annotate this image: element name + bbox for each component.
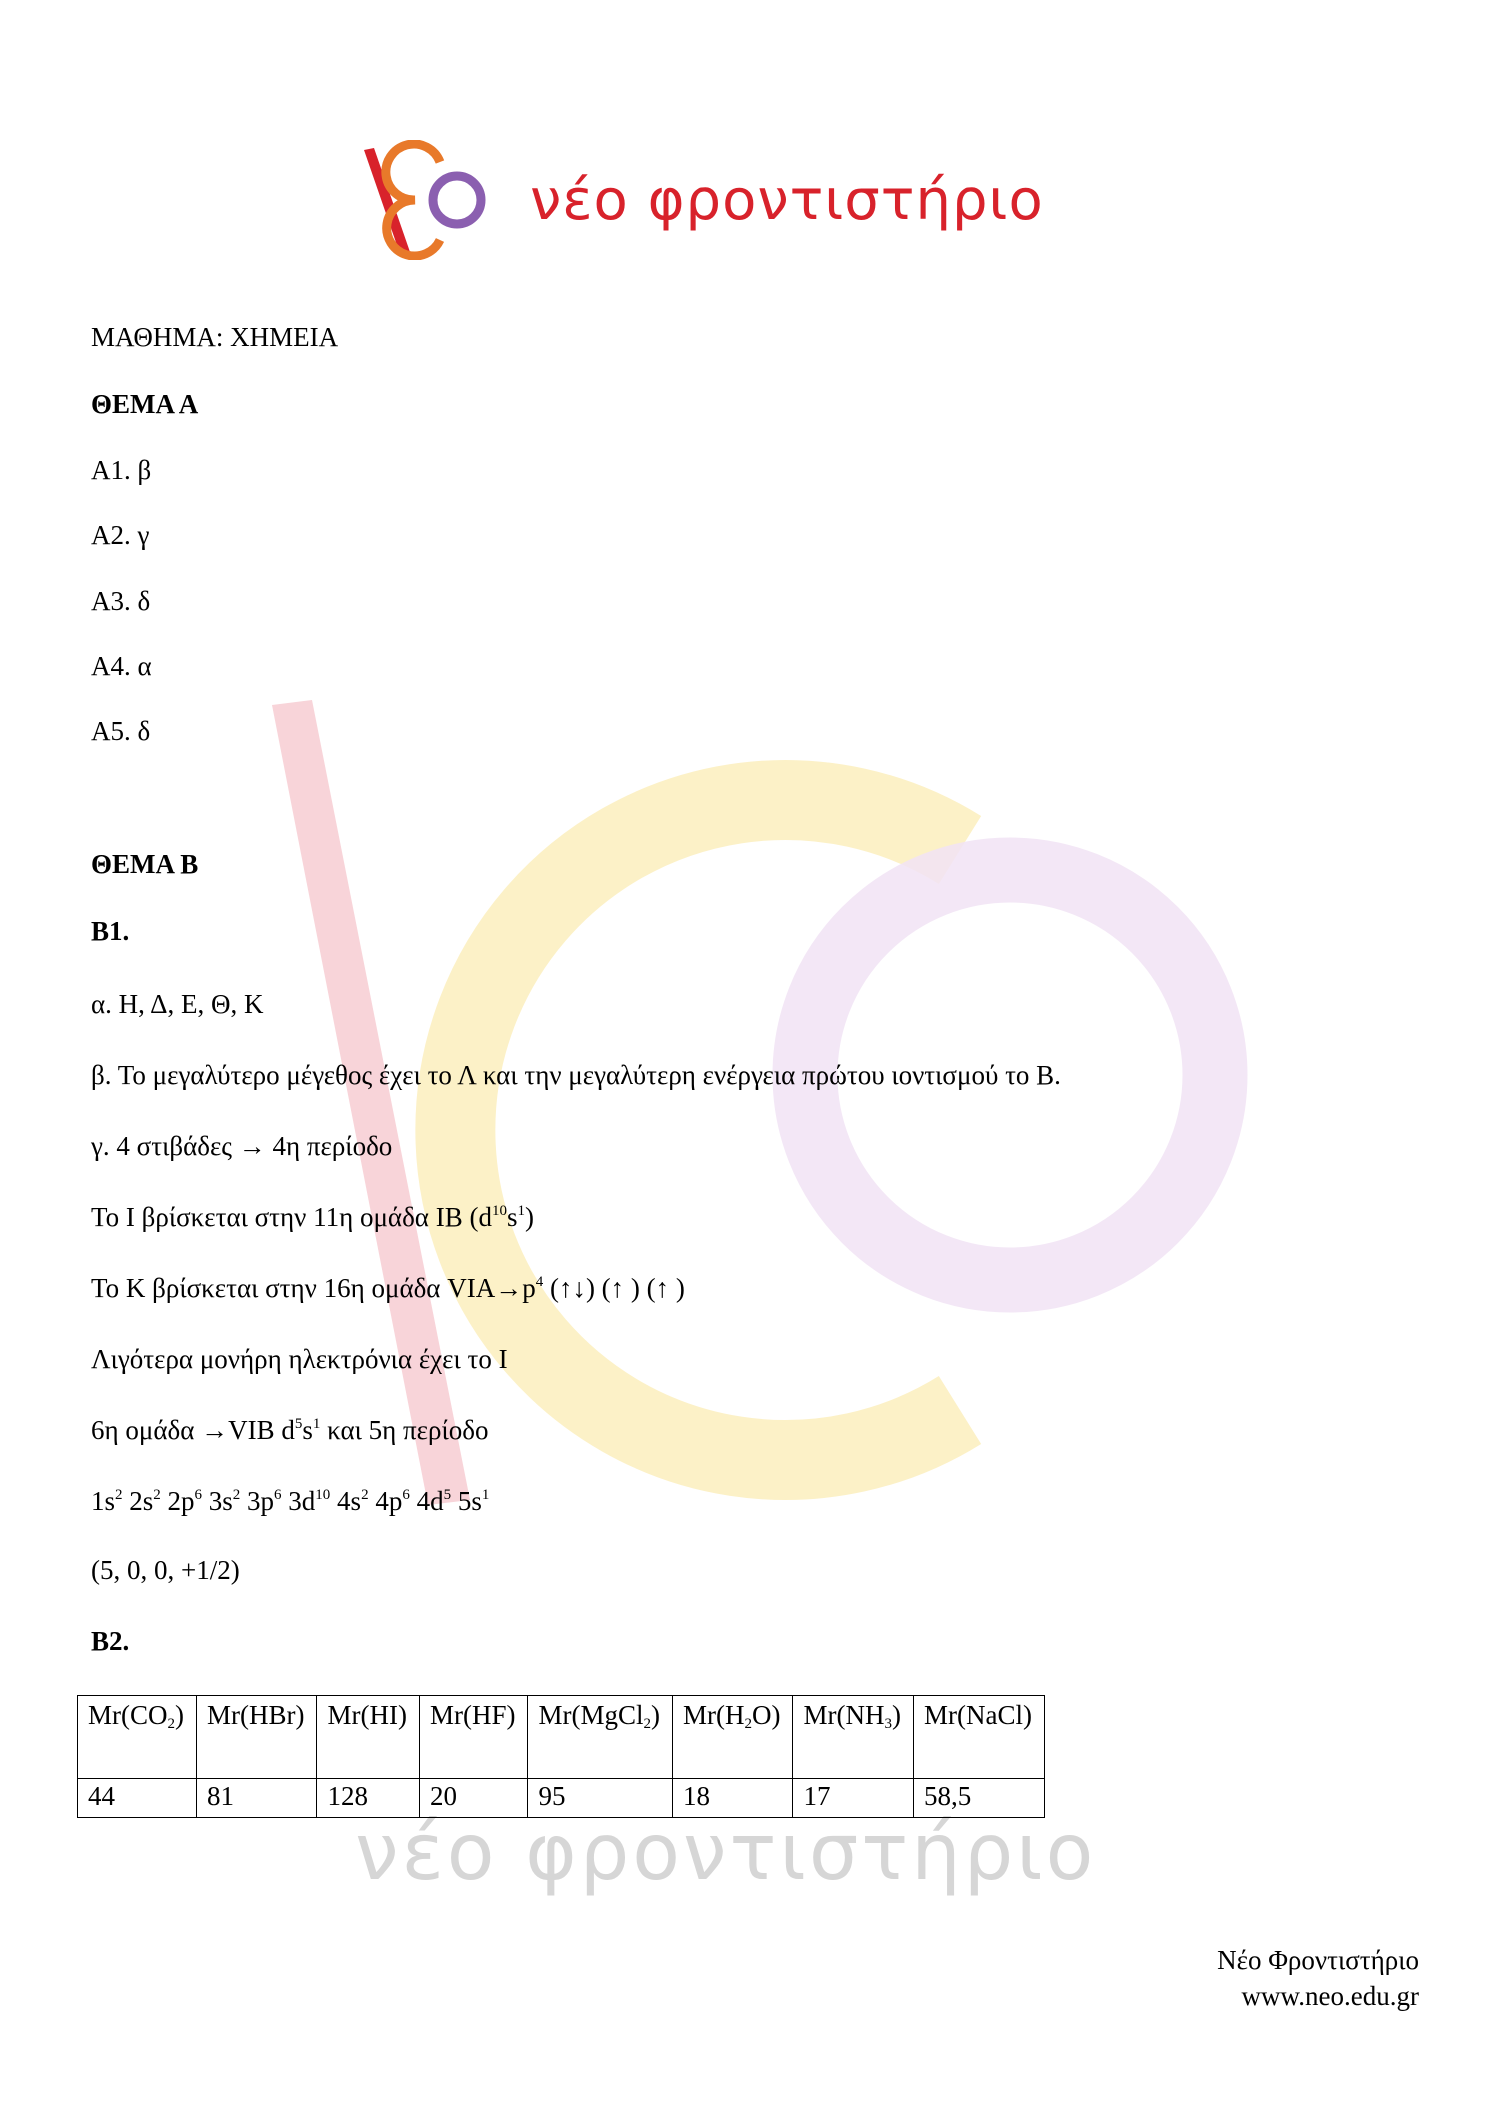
orbital-electrons: 6 xyxy=(402,1487,410,1503)
orbital-electrons: 2 xyxy=(232,1487,241,1503)
b1-element-i: Το Ι βρίσκεται στην 11η ομάδα ΙΒ $(d^{10}s^1)$ xyxy=(91,1202,534,1232)
answer-a1: Α1. β xyxy=(91,455,152,485)
b1-group6: 6η ομάδα →VIB $d^5s^1$ και 5η περίοδο xyxy=(91,1415,489,1445)
b1-a: α. Η, Δ, Ε, Θ, Κ xyxy=(91,989,264,1019)
header-text: Mr(H xyxy=(682,1700,745,1730)
orbital-electrons: 6 xyxy=(194,1487,203,1503)
table-header-cell xyxy=(78,1696,197,1779)
orbital-electrons: 2 xyxy=(361,1487,369,1503)
table-header-cell xyxy=(913,1696,1044,1779)
orbital-term: 3s xyxy=(208,1486,233,1516)
orbital-electrons: 2 xyxy=(153,1487,161,1503)
table-value-cell: 58,5 xyxy=(913,1779,1044,1818)
section-a-title: ΘΕΜΑ Α xyxy=(91,389,199,419)
answer-a3: Α3. δ xyxy=(91,586,151,616)
table-value-cell: 20 xyxy=(419,1779,528,1818)
b1-element-k: Το Κ βρίσκεται στην 16η ομάδα $VIA\to p^4$ (↑↓) (↑ ) (↑ ) xyxy=(91,1273,685,1303)
table-value-cell: 128 xyxy=(317,1779,419,1818)
header-text: Mr(CO xyxy=(88,1700,168,1730)
header-text: ) xyxy=(175,1700,184,1730)
table-header-cell xyxy=(793,1696,914,1779)
table-value-row xyxy=(78,1779,1045,1818)
orbital-electrons: 6 xyxy=(274,1487,282,1503)
orbital-electrons: 10 xyxy=(315,1487,331,1503)
footer-name: Νέο Φροντιστήριο xyxy=(1217,1945,1419,1975)
subscript: 2 xyxy=(744,1716,752,1732)
table-header-cell xyxy=(419,1696,528,1779)
table-header-cell xyxy=(317,1696,419,1779)
orbital-term: 3p xyxy=(247,1486,275,1516)
orbital-term: 3d xyxy=(288,1486,316,1516)
orbital-term: 4p xyxy=(375,1486,403,1516)
subscript: 2 xyxy=(167,1716,175,1732)
header-text: Mr(NaCl) xyxy=(923,1700,1032,1730)
table-header-cell xyxy=(528,1696,673,1779)
header-text: ) xyxy=(891,1700,901,1730)
subscript: 3 xyxy=(884,1716,892,1732)
orbital-term: 2s xyxy=(129,1486,154,1516)
table-header-row xyxy=(78,1696,1045,1779)
b1-b: β. Το μεγαλύτερο μέγεθος έχει το Λ και την μεγαλύτερη ενέργεια πρώτου ιοντισμού το Β. xyxy=(91,1060,1061,1090)
molar-mass-table xyxy=(77,1695,1045,1818)
orbital-term: 1s xyxy=(91,1486,116,1516)
table-value-cell: 17 xyxy=(793,1779,914,1818)
logo-text: νέο φροντιστήριο xyxy=(530,168,1044,233)
b1-title: Β1. xyxy=(91,916,130,946)
b1-g: γ. 4 στιβάδες → 4η περίοδο xyxy=(91,1131,393,1161)
section-b-title: ΘΕΜΑ Β xyxy=(91,849,199,879)
header-text: Mr(HBr) xyxy=(207,1700,305,1730)
subject-line: ΜΑΘΗΜΑ: ΧΗΜΕΙΑ xyxy=(91,322,339,352)
orbital-term: 4d xyxy=(416,1486,444,1516)
header-text: Mr(NH xyxy=(803,1700,885,1730)
header-text: O) xyxy=(751,1700,781,1730)
watermark-text: νέο φροντιστήριο xyxy=(355,1808,1097,1898)
orbital-electrons: 5 xyxy=(443,1487,452,1503)
header-text: Mr(HI) xyxy=(327,1700,407,1730)
table-value-cell: 18 xyxy=(672,1779,793,1818)
table-value-cell: 81 xyxy=(197,1779,317,1818)
b1-fewer-unpaired: Λιγότερα μονήρη ηλεκτρόνια έχει το Ι xyxy=(91,1344,508,1374)
answer-a2: Α2. γ xyxy=(91,520,150,550)
subscript: 2 xyxy=(643,1716,651,1732)
orbital-electrons: 2 xyxy=(115,1487,123,1503)
table-header-cell xyxy=(672,1696,793,1779)
header-text: ) xyxy=(650,1700,660,1730)
answer-a4: Α4. α xyxy=(91,651,152,681)
b1-quantum-numbers: (5, 0, 0, +1/2) xyxy=(91,1555,240,1585)
orbital-term: 4s xyxy=(337,1486,362,1516)
logo-mark xyxy=(360,140,530,260)
orbital-term: 2p xyxy=(167,1486,195,1516)
b1-electron-config xyxy=(91,1486,489,1517)
table-value-cell: 95 xyxy=(528,1779,673,1818)
b2-title: Β2. xyxy=(91,1626,130,1656)
orbital-electrons: 1 xyxy=(481,1487,490,1503)
footer-url: www.neo.edu.gr xyxy=(1241,1981,1419,2011)
orbital-term: 5s xyxy=(457,1486,482,1516)
header-text: Mr(HF) xyxy=(429,1700,516,1730)
table-value-cell: 44 xyxy=(78,1779,197,1818)
header-text: Mr(MgCl xyxy=(538,1700,644,1730)
table-header-cell xyxy=(197,1696,317,1779)
answer-a5: Α5. δ xyxy=(91,716,151,746)
